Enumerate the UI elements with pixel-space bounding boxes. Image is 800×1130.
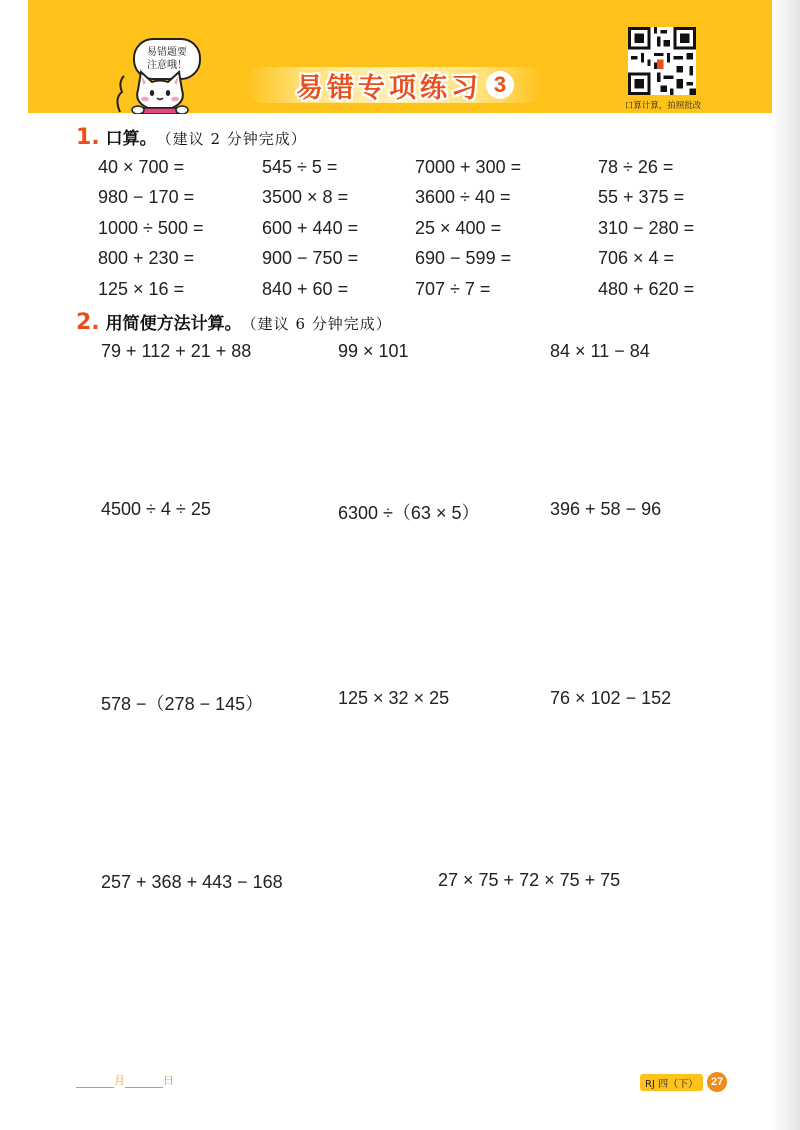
simplify-problem: 84 × 11 − 84 [550, 341, 650, 361]
oral-calc-item: 78 ÷ 26 = [598, 157, 674, 177]
oral-calc-item: 980 − 170 = [98, 187, 195, 207]
title-char: 练 [420, 72, 447, 104]
oral-calc-item: 480 + 620 = [598, 279, 695, 299]
qr-caption: 口算计算，拍照批改 [624, 101, 702, 111]
section-2-heading [76, 309, 392, 335]
oral-calc-item: 690 − 599 = [415, 248, 512, 268]
section-number: 2. [76, 310, 100, 335]
bubble-line: 易错题要 [147, 47, 187, 58]
title-char: 专 [358, 72, 385, 104]
section-title: 口算。 [105, 129, 157, 149]
month-label: 月 [114, 1074, 125, 1087]
month-blank[interactable] [76, 1075, 114, 1088]
qr-code-icon[interactable] [628, 27, 696, 95]
oral-calc-item: 707 ÷ 7 = [415, 279, 491, 299]
simplify-problem: 99 × 101 [338, 341, 409, 361]
page-title [296, 65, 514, 105]
oral-calc-item: 545 ÷ 5 = [262, 157, 338, 177]
title-number-badge: 3 [486, 71, 514, 99]
section-number: 1. [76, 125, 100, 150]
page-number: 27 [707, 1072, 727, 1092]
cat-mascot-icon [108, 62, 208, 114]
section-title: 用简便方法计算。 [105, 314, 242, 334]
oral-calc-item: 125 × 16 = [98, 279, 185, 299]
page-edge-shadow [770, 0, 800, 1130]
section-1-heading [76, 124, 307, 150]
oral-calc-item: 310 − 280 = [598, 218, 695, 238]
title-char: 错 [327, 72, 354, 104]
oral-calc-item: 706 × 4 = [598, 248, 675, 268]
oral-calc-item: 7000 + 300 = [415, 157, 522, 177]
simplify-problem: 4500 ÷ 4 ÷ 25 [101, 499, 211, 519]
simplify-problem: 125 × 32 × 25 [338, 688, 450, 708]
simplify-problem: 79 + 112 + 21 + 88 [101, 341, 252, 361]
oral-calc-item: 3500 × 8 = [262, 187, 349, 207]
title-char: 项 [389, 72, 416, 104]
page-footer-info [640, 1072, 727, 1092]
grade-tag: RJ 四（下） [640, 1074, 703, 1091]
simplify-problem: 578 −（278 − 145） [101, 694, 264, 714]
oral-calc-item: 600 + 440 = [262, 218, 359, 238]
oral-calc-item: 3600 ÷ 40 = [415, 187, 511, 207]
title-char: 易 [296, 72, 323, 104]
title-char: 习 [451, 72, 478, 104]
bubble-line: 注意哦！ [147, 60, 187, 71]
simplify-problem: 6300 ÷（63 × 5） [338, 503, 480, 523]
oral-calc-item: 40 × 700 = [98, 157, 185, 177]
oral-calc-item: 1000 ÷ 500 = [98, 218, 204, 238]
day-blank[interactable] [125, 1075, 163, 1088]
section-time-note: （建议 6 分钟完成） [241, 315, 392, 333]
oral-calc-item: 25 × 400 = [415, 218, 502, 238]
simplify-problem: 76 × 102 − 152 [550, 688, 672, 708]
simplify-problem: 257 + 368 + 443 − 168 [101, 872, 283, 892]
oral-calc-item: 800 + 230 = [98, 248, 195, 268]
date-field [76, 1072, 174, 1088]
simplify-problem: 27 × 75 + 72 × 75 + 75 [438, 870, 621, 890]
day-label: 日 [163, 1074, 174, 1087]
oral-calc-item: 840 + 60 = [262, 279, 349, 299]
oral-calc-item: 900 − 750 = [262, 248, 359, 268]
oral-calc-item: 55 + 375 = [598, 187, 685, 207]
section-time-note: （建议 2 分钟完成） [156, 130, 307, 148]
simplify-problem: 396 + 58 − 96 [550, 499, 662, 519]
